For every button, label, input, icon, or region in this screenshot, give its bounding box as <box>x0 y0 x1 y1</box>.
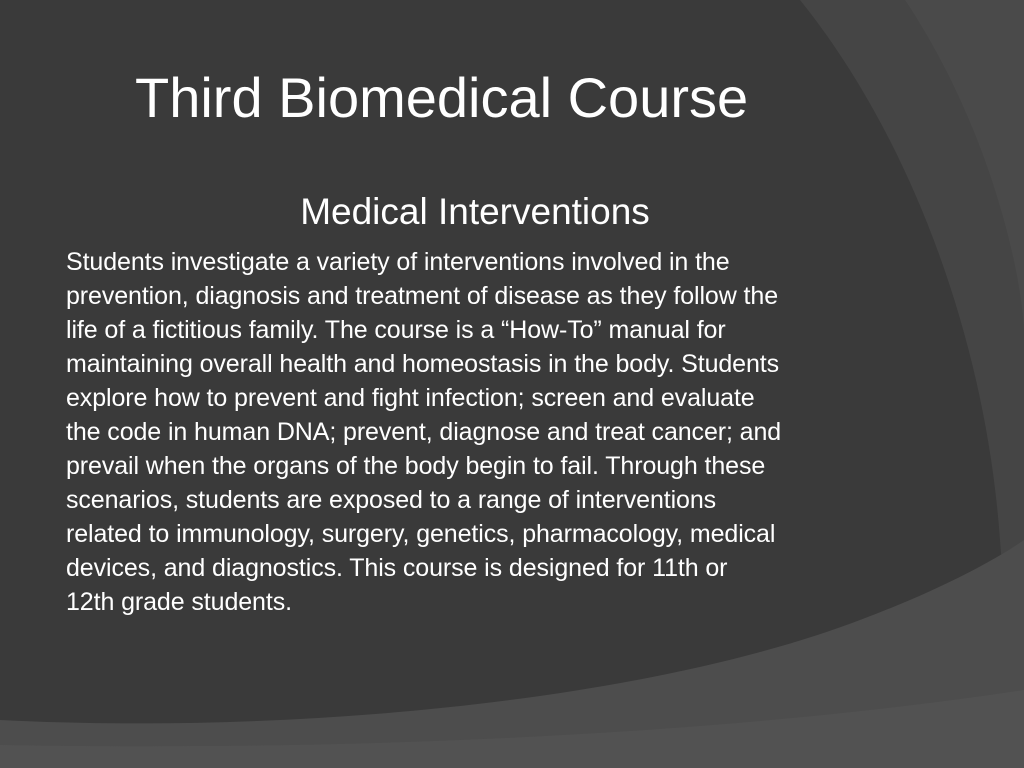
body-line: Students investigate a variety of interventions involved in the <box>66 248 730 276</box>
body-line: prevail when the organs of the body begin to fail. Through these <box>66 452 766 480</box>
slide-title: Third Biomedical Course <box>135 66 749 129</box>
body-line: 12th grade students. <box>66 588 292 616</box>
body-line: explore how to prevent and fight infection; screen and evaluate <box>66 384 755 412</box>
body-line: devices, and diagnostics. This course is designed for 11th or <box>66 554 728 582</box>
body-line: scenarios, students are exposed to a range of interventions <box>66 486 717 514</box>
body-paragraph <box>66 245 896 619</box>
body-line: the code in human DNA; prevent, diagnose and treat cancer; and <box>66 418 782 446</box>
body-line: prevention, diagnosis and treatment of disease as they follow the <box>66 282 778 310</box>
body-line: life of a fictitious family. The course is a “How-To” manual for <box>66 316 726 344</box>
slide-subtitle: Medical Interventions <box>300 191 650 232</box>
body-line: maintaining overall health and homeostasis in the body. Students <box>66 350 780 378</box>
body-line: related to immunology, surgery, genetics, pharmacology, medical <box>66 520 776 548</box>
